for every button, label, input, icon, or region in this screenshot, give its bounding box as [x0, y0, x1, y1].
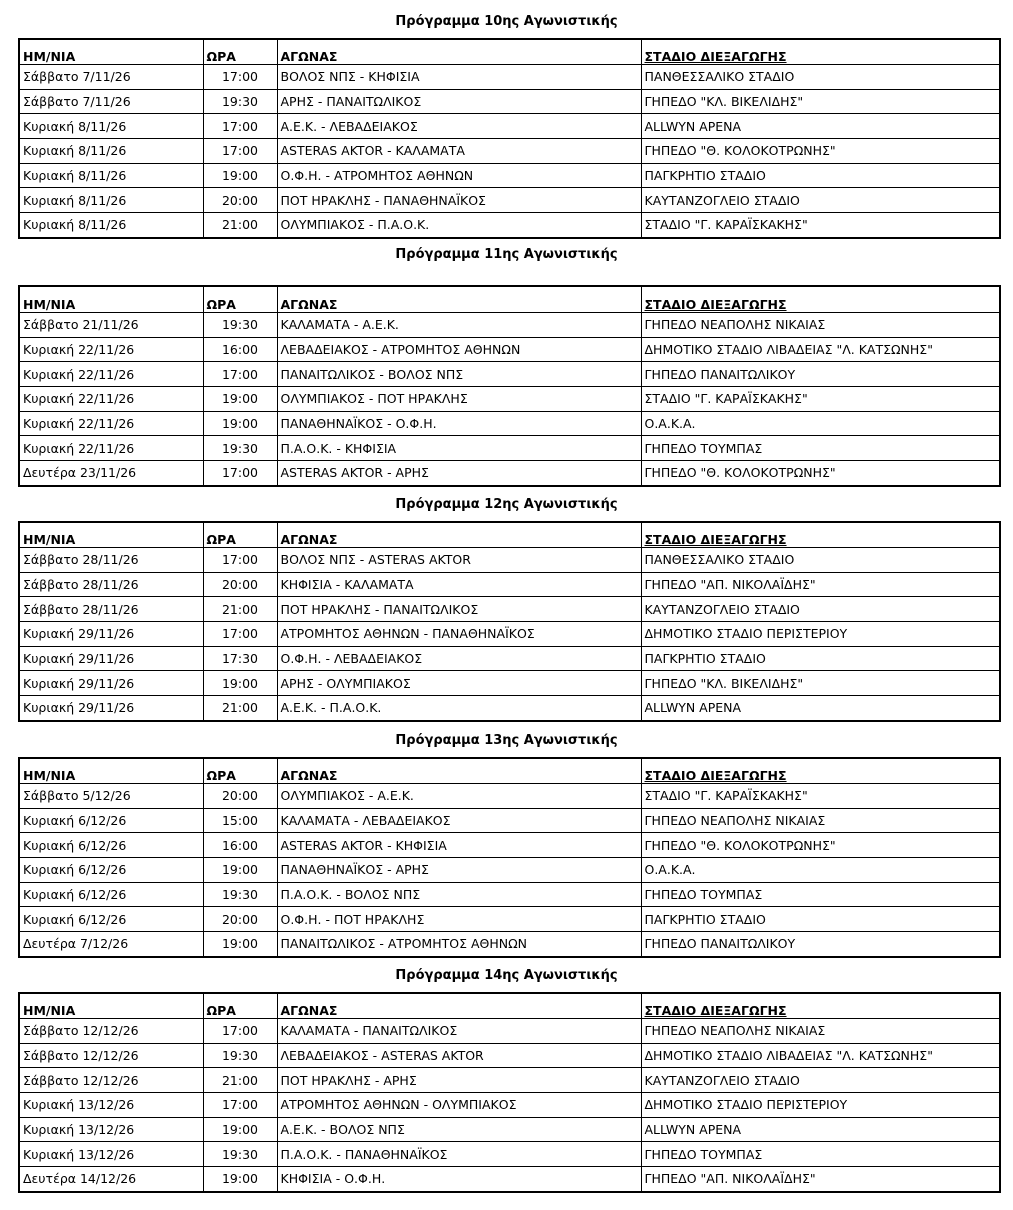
match-venue: ΓΗΠΕΔΟ "ΑΠ. ΝΙΚΟΛΑΪΔΗΣ" — [641, 1167, 1000, 1192]
round-title: Πρόγραμμα 13ης Αγωνιστικής — [395, 733, 618, 748]
match-time: 16:00 — [203, 833, 277, 858]
match-venue: ΔΗΜΟΤΙΚΟ ΣΤΑΔΙΟ ΛΙΒΑΔΕΙΑΣ "Λ. ΚΑΤΣΩΝΗΣ" — [641, 337, 1000, 362]
match-time: 20:00 — [203, 188, 277, 213]
match-date: Κυριακή 22/11/26 — [19, 362, 203, 387]
schedule-table — [18, 38, 1001, 239]
table-row — [19, 1117, 1000, 1142]
match-time: 19:30 — [203, 1043, 277, 1068]
table-row — [19, 882, 1000, 907]
match-venue: ΓΗΠΕΔΟ "ΑΠ. ΝΙΚΟΛΑΪΔΗΣ" — [641, 572, 1000, 597]
match-time: 19:00 — [203, 387, 277, 412]
match-time: 19:30 — [203, 1142, 277, 1167]
match-time: 17:00 — [203, 461, 277, 486]
match-date: Σάββατο 12/12/26 — [19, 1068, 203, 1093]
table-header-row — [19, 286, 1000, 313]
table-row — [19, 907, 1000, 932]
match-date: Σάββατο 28/11/26 — [19, 572, 203, 597]
match-time: 19:00 — [203, 671, 277, 696]
match-teams: ΚΑΛΑΜΑΤΑ - Α.Ε.Κ. — [277, 313, 641, 338]
match-venue: ΓΗΠΕΔΟ "Θ. ΚΟΛΟΚΟΤΡΩΝΗΣ" — [641, 833, 1000, 858]
match-time: 17:00 — [203, 114, 277, 139]
match-venue: ΠΑΝΘΕΣΣΑΛΙΚΟ ΣΤΑΔΙΟ — [641, 548, 1000, 573]
match-date: Δευτέρα 14/12/26 — [19, 1167, 203, 1192]
match-date: Σάββατο 28/11/26 — [19, 597, 203, 622]
match-time: 19:30 — [203, 882, 277, 907]
match-teams: Α.Ε.Κ. - Π.Α.Ο.Κ. — [277, 696, 641, 721]
match-venue: ΓΗΠΕΔΟ ΤΟΥΜΠΑΣ — [641, 436, 1000, 461]
table-row — [19, 213, 1000, 238]
round-title: Πρόγραμμα 12ης Αγωνιστικής — [395, 497, 618, 512]
match-teams: ΟΛΥΜΠΙΑΚΟΣ - ΠΟΤ ΗΡΑΚΛΗΣ — [277, 387, 641, 412]
table-row — [19, 387, 1000, 412]
match-teams: ΠΟΤ ΗΡΑΚΛΗΣ - ΠΑΝΑΘΗΝΑΪΚΟΣ — [277, 188, 641, 213]
table-row — [19, 362, 1000, 387]
match-teams: ΠΟΤ ΗΡΑΚΛΗΣ - ΑΡΗΣ — [277, 1068, 641, 1093]
table-row — [19, 436, 1000, 461]
match-teams: Ο.Φ.Η. - ΛΕΒΑΔΕΙΑΚΟΣ — [277, 646, 641, 671]
table-row — [19, 808, 1000, 833]
match-date: Κυριακή 6/12/26 — [19, 858, 203, 883]
match-time: 21:00 — [203, 696, 277, 721]
header-venue: ΣΤΑΔΙΟ ΔΙΕΞΑΓΩΓΗΣ — [641, 522, 1000, 548]
match-date: Σάββατο 7/11/26 — [19, 89, 203, 114]
table-row — [19, 1019, 1000, 1044]
match-venue: ΔΗΜΟΤΙΚΟ ΣΤΑΔΙΟ ΠΕΡΙΣΤΕΡΙΟΥ — [641, 622, 1000, 647]
match-teams: ΠΑΝΑΙΤΩΛΙΚΟΣ - ΑΤΡΟΜΗΤΟΣ ΑΘΗΝΩΝ — [277, 932, 641, 957]
table-row — [19, 114, 1000, 139]
schedule-table — [18, 757, 1001, 958]
match-time: 16:00 — [203, 337, 277, 362]
table-row — [19, 572, 1000, 597]
match-venue: ΚΑΥΤΑΝΖΟΓΛΕΙΟ ΣΤΑΔΙΟ — [641, 1068, 1000, 1093]
match-teams: ΠΑΝΑΘΗΝΑΪΚΟΣ - Ο.Φ.Η. — [277, 411, 641, 436]
round-title: Πρόγραμμα 14ης Αγωνιστικής — [395, 968, 618, 983]
header-venue: ΣΤΑΔΙΟ ΔΙΕΞΑΓΩΓΗΣ — [641, 993, 1000, 1019]
match-time: 19:00 — [203, 1117, 277, 1142]
header-venue: ΣΤΑΔΙΟ ΔΙΕΞΑΓΩΓΗΣ — [641, 39, 1000, 65]
match-venue: ΚΑΥΤΑΝΖΟΓΛΕΙΟ ΣΤΑΔΙΟ — [641, 597, 1000, 622]
match-date: Κυριακή 22/11/26 — [19, 436, 203, 461]
match-venue: ALLWYN ΑΡΕΝΑ — [641, 1117, 1000, 1142]
schedule-table — [18, 521, 1001, 722]
match-teams: ASTERAS AKTOR - ΚΑΛΑΜΑΤΑ — [277, 139, 641, 164]
match-date: Σάββατο 7/11/26 — [19, 65, 203, 90]
match-venue: ΠΑΝΘΕΣΣΑΛΙΚΟ ΣΤΑΔΙΟ — [641, 65, 1000, 90]
match-date: Σάββατο 12/12/26 — [19, 1019, 203, 1044]
match-teams: ΒΟΛΟΣ ΝΠΣ - ΚΗΦΙΣΙΑ — [277, 65, 641, 90]
match-venue: Ο.Α.Κ.Α. — [641, 411, 1000, 436]
match-date: Κυριακή 6/12/26 — [19, 907, 203, 932]
header-date: ΗΜ/ΝΙΑ — [19, 993, 203, 1019]
match-venue: ΣΤΑΔΙΟ "Γ. ΚΑΡΑΪΣΚΑΚΗΣ" — [641, 213, 1000, 238]
header-time: ΩΡΑ — [203, 993, 277, 1019]
header-date: ΗΜ/ΝΙΑ — [19, 522, 203, 548]
match-venue: ΓΗΠΕΔΟ ΤΟΥΜΠΑΣ — [641, 882, 1000, 907]
table-row — [19, 65, 1000, 90]
match-teams: Α.Ε.Κ. - ΛΕΒΑΔΕΙΑΚΟΣ — [277, 114, 641, 139]
match-date: Κυριακή 8/11/26 — [19, 163, 203, 188]
match-venue: ΠΑΓΚΡΗΤΙΟ ΣΤΑΔΙΟ — [641, 907, 1000, 932]
header-time: ΩΡΑ — [203, 758, 277, 784]
match-venue: ΔΗΜΟΤΙΚΟ ΣΤΑΔΙΟ ΠΕΡΙΣΤΕΡΙΟΥ — [641, 1093, 1000, 1118]
match-venue: ALLWYN ΑΡΕΝΑ — [641, 114, 1000, 139]
match-date: Δευτέρα 7/12/26 — [19, 932, 203, 957]
match-date: Κυριακή 29/11/26 — [19, 646, 203, 671]
match-date: Σάββατο 28/11/26 — [19, 548, 203, 573]
match-venue: ΣΤΑΔΙΟ "Γ. ΚΑΡΑΪΣΚΑΚΗΣ" — [641, 387, 1000, 412]
table-row — [19, 548, 1000, 573]
match-time: 21:00 — [203, 213, 277, 238]
match-teams: ΟΛΥΜΠΙΑΚΟΣ - Π.Α.Ο.Κ. — [277, 213, 641, 238]
match-teams: ΚΗΦΙΣΙΑ - Ο.Φ.Η. — [277, 1167, 641, 1192]
round-title: Πρόγραμμα 10ης Αγωνιστικής — [395, 14, 618, 29]
match-date: Κυριακή 6/12/26 — [19, 808, 203, 833]
match-date: Κυριακή 8/11/26 — [19, 188, 203, 213]
match-time: 20:00 — [203, 907, 277, 932]
table-row — [19, 163, 1000, 188]
match-teams: Α.Ε.Κ. - ΒΟΛΟΣ ΝΠΣ — [277, 1117, 641, 1142]
match-teams: ΚΑΛΑΜΑΤΑ - ΠΑΝΑΙΤΩΛΙΚΟΣ — [277, 1019, 641, 1044]
match-teams: ΑΡΗΣ - ΠΑΝΑΙΤΩΛΙΚΟΣ — [277, 89, 641, 114]
match-venue: ΓΗΠΕΔΟ "Θ. ΚΟΛΟΚΟΤΡΩΝΗΣ" — [641, 461, 1000, 486]
match-date: Κυριακή 29/11/26 — [19, 671, 203, 696]
header-match: ΑΓΩΝΑΣ — [277, 39, 641, 65]
table-row — [19, 622, 1000, 647]
match-venue: ΠΑΓΚΡΗΤΙΟ ΣΤΑΔΙΟ — [641, 163, 1000, 188]
header-time: ΩΡΑ — [203, 522, 277, 548]
match-date: Κυριακή 6/12/26 — [19, 882, 203, 907]
match-teams: ΛΕΒΑΔΕΙΑΚΟΣ - ASTERAS AKTOR — [277, 1043, 641, 1068]
match-time: 19:30 — [203, 89, 277, 114]
header-time: ΩΡΑ — [203, 39, 277, 65]
header-match: ΑΓΩΝΑΣ — [277, 522, 641, 548]
match-time: 20:00 — [203, 572, 277, 597]
table-row — [19, 1167, 1000, 1192]
schedule-table — [18, 992, 1001, 1193]
table-row — [19, 1043, 1000, 1068]
match-time: 17:00 — [203, 362, 277, 387]
match-time: 19:00 — [203, 163, 277, 188]
match-teams: ΑΡΗΣ - ΟΛΥΜΠΙΑΚΟΣ — [277, 671, 641, 696]
match-venue: ΓΗΠΕΔΟ ΠΑΝΑΙΤΩΛΙΚΟΥ — [641, 932, 1000, 957]
match-teams: ΒΟΛΟΣ ΝΠΣ - ASTERAS AKTOR — [277, 548, 641, 573]
match-date: Δευτέρα 23/11/26 — [19, 461, 203, 486]
match-venue: ΠΑΓΚΡΗΤΙΟ ΣΤΑΔΙΟ — [641, 646, 1000, 671]
header-time: ΩΡΑ — [203, 286, 277, 313]
match-venue: ΓΗΠΕΔΟ "ΚΛ. ΒΙΚΕΛΙΔΗΣ" — [641, 671, 1000, 696]
match-date: Σάββατο 12/12/26 — [19, 1043, 203, 1068]
match-date: Σάββατο 5/12/26 — [19, 784, 203, 809]
table-row — [19, 932, 1000, 957]
match-teams: ΟΛΥΜΠΙΑΚΟΣ - Α.Ε.Κ. — [277, 784, 641, 809]
match-time: 17:00 — [203, 139, 277, 164]
match-venue: ALLWYN ΑΡΕΝΑ — [641, 696, 1000, 721]
match-time: 21:00 — [203, 597, 277, 622]
table-header-row — [19, 39, 1000, 65]
table-row — [19, 646, 1000, 671]
match-teams: ΚΗΦΙΣΙΑ - ΚΑΛΑΜΑΤΑ — [277, 572, 641, 597]
table-row — [19, 784, 1000, 809]
header-venue: ΣΤΑΔΙΟ ΔΙΕΞΑΓΩΓΗΣ — [641, 286, 1000, 313]
match-teams: Ο.Φ.Η. - ΑΤΡΟΜΗΤΟΣ ΑΘΗΝΩΝ — [277, 163, 641, 188]
match-venue: ΓΗΠΕΔΟ "Θ. ΚΟΛΟΚΟΤΡΩΝΗΣ" — [641, 139, 1000, 164]
match-time: 17:00 — [203, 65, 277, 90]
match-teams: ΠΑΝΑΘΗΝΑΪΚΟΣ - ΑΡΗΣ — [277, 858, 641, 883]
match-venue: ΚΑΥΤΑΝΖΟΓΛΕΙΟ ΣΤΑΔΙΟ — [641, 188, 1000, 213]
match-time: 17:00 — [203, 622, 277, 647]
match-time: 17:00 — [203, 548, 277, 573]
match-date: Κυριακή 8/11/26 — [19, 139, 203, 164]
match-teams: ASTERAS AKTOR - ΑΡΗΣ — [277, 461, 641, 486]
match-teams: ΠΑΝΑΙΤΩΛΙΚΟΣ - ΒΟΛΟΣ ΝΠΣ — [277, 362, 641, 387]
match-teams: ΚΑΛΑΜΑΤΑ - ΛΕΒΑΔΕΙΑΚΟΣ — [277, 808, 641, 833]
match-teams: Π.Α.Ο.Κ. - ΚΗΦΙΣΙΑ — [277, 436, 641, 461]
match-time: 21:00 — [203, 1068, 277, 1093]
table-row — [19, 1093, 1000, 1118]
match-teams: ΑΤΡΟΜΗΤΟΣ ΑΘΗΝΩΝ - ΠΑΝΑΘΗΝΑΪΚΟΣ — [277, 622, 641, 647]
table-row — [19, 1142, 1000, 1167]
match-time: 19:30 — [203, 313, 277, 338]
match-time: 19:00 — [203, 1167, 277, 1192]
table-row — [19, 337, 1000, 362]
table-row — [19, 597, 1000, 622]
match-teams: ΑΤΡΟΜΗΤΟΣ ΑΘΗΝΩΝ - ΟΛΥΜΠΙΑΚΟΣ — [277, 1093, 641, 1118]
match-date: Κυριακή 29/11/26 — [19, 622, 203, 647]
match-date: Κυριακή 13/12/26 — [19, 1117, 203, 1142]
match-date: Κυριακή 22/11/26 — [19, 411, 203, 436]
table-row — [19, 139, 1000, 164]
header-match: ΑΓΩΝΑΣ — [277, 286, 641, 313]
table-row — [19, 1068, 1000, 1093]
table-row — [19, 833, 1000, 858]
match-date: Κυριακή 29/11/26 — [19, 696, 203, 721]
match-date: Κυριακή 22/11/26 — [19, 337, 203, 362]
round-title: Πρόγραμμα 11ης Αγωνιστικής — [395, 247, 618, 262]
match-teams: ASTERAS AKTOR - ΚΗΦΙΣΙΑ — [277, 833, 641, 858]
match-date: Κυριακή 13/12/26 — [19, 1142, 203, 1167]
header-date: ΗΜ/ΝΙΑ — [19, 286, 203, 313]
match-teams: Ο.Φ.Η. - ΠΟΤ ΗΡΑΚΛΗΣ — [277, 907, 641, 932]
match-time: 19:00 — [203, 858, 277, 883]
match-venue: ΓΗΠΕΔΟ "ΚΛ. ΒΙΚΕΛΙΔΗΣ" — [641, 89, 1000, 114]
table-header-row — [19, 758, 1000, 784]
match-time: 15:00 — [203, 808, 277, 833]
table-row — [19, 671, 1000, 696]
match-time: 20:00 — [203, 784, 277, 809]
table-row — [19, 89, 1000, 114]
match-date: Κυριακή 13/12/26 — [19, 1093, 203, 1118]
match-venue: ΓΗΠΕΔΟ ΠΑΝΑΙΤΩΛΙΚΟΥ — [641, 362, 1000, 387]
match-venue: Ο.Α.Κ.Α. — [641, 858, 1000, 883]
match-teams: Π.Α.Ο.Κ. - ΒΟΛΟΣ ΝΠΣ — [277, 882, 641, 907]
match-time: 17:00 — [203, 1019, 277, 1044]
match-venue: ΔΗΜΟΤΙΚΟ ΣΤΑΔΙΟ ΛΙΒΑΔΕΙΑΣ "Λ. ΚΑΤΣΩΝΗΣ" — [641, 1043, 1000, 1068]
match-date: Κυριακή 8/11/26 — [19, 213, 203, 238]
match-venue: ΓΗΠΕΔΟ ΤΟΥΜΠΑΣ — [641, 1142, 1000, 1167]
table-header-row — [19, 993, 1000, 1019]
match-date: Κυριακή 6/12/26 — [19, 833, 203, 858]
table-row — [19, 188, 1000, 213]
match-venue: ΓΗΠΕΔΟ ΝΕΑΠΟΛΗΣ ΝΙΚΑΙΑΣ — [641, 1019, 1000, 1044]
table-row — [19, 461, 1000, 486]
match-time: 17:30 — [203, 646, 277, 671]
match-venue: ΓΗΠΕΔΟ ΝΕΑΠΟΛΗΣ ΝΙΚΑΙΑΣ — [641, 313, 1000, 338]
match-time: 17:00 — [203, 1093, 277, 1118]
table-header-row — [19, 522, 1000, 548]
header-match: ΑΓΩΝΑΣ — [277, 993, 641, 1019]
table-row — [19, 313, 1000, 338]
match-teams: ΠΟΤ ΗΡΑΚΛΗΣ - ΠΑΝΑΙΤΩΛΙΚΟΣ — [277, 597, 641, 622]
header-venue: ΣΤΑΔΙΟ ΔΙΕΞΑΓΩΓΗΣ — [641, 758, 1000, 784]
header-date: ΗΜ/ΝΙΑ — [19, 39, 203, 65]
match-date: Κυριακή 22/11/26 — [19, 387, 203, 412]
match-venue: ΓΗΠΕΔΟ ΝΕΑΠΟΛΗΣ ΝΙΚΑΙΑΣ — [641, 808, 1000, 833]
header-date: ΗΜ/ΝΙΑ — [19, 758, 203, 784]
table-row — [19, 411, 1000, 436]
schedule-table — [18, 285, 1001, 487]
match-date: Κυριακή 8/11/26 — [19, 114, 203, 139]
table-row — [19, 858, 1000, 883]
match-teams: Π.Α.Ο.Κ. - ΠΑΝΑΘΗΝΑΪΚΟΣ — [277, 1142, 641, 1167]
match-time: 19:30 — [203, 436, 277, 461]
match-time: 19:00 — [203, 932, 277, 957]
table-row — [19, 696, 1000, 721]
match-time: 19:00 — [203, 411, 277, 436]
header-match: ΑΓΩΝΑΣ — [277, 758, 641, 784]
match-date: Σάββατο 21/11/26 — [19, 313, 203, 338]
match-venue: ΣΤΑΔΙΟ "Γ. ΚΑΡΑΪΣΚΑΚΗΣ" — [641, 784, 1000, 809]
match-teams: ΛΕΒΑΔΕΙΑΚΟΣ - ΑΤΡΟΜΗΤΟΣ ΑΘΗΝΩΝ — [277, 337, 641, 362]
